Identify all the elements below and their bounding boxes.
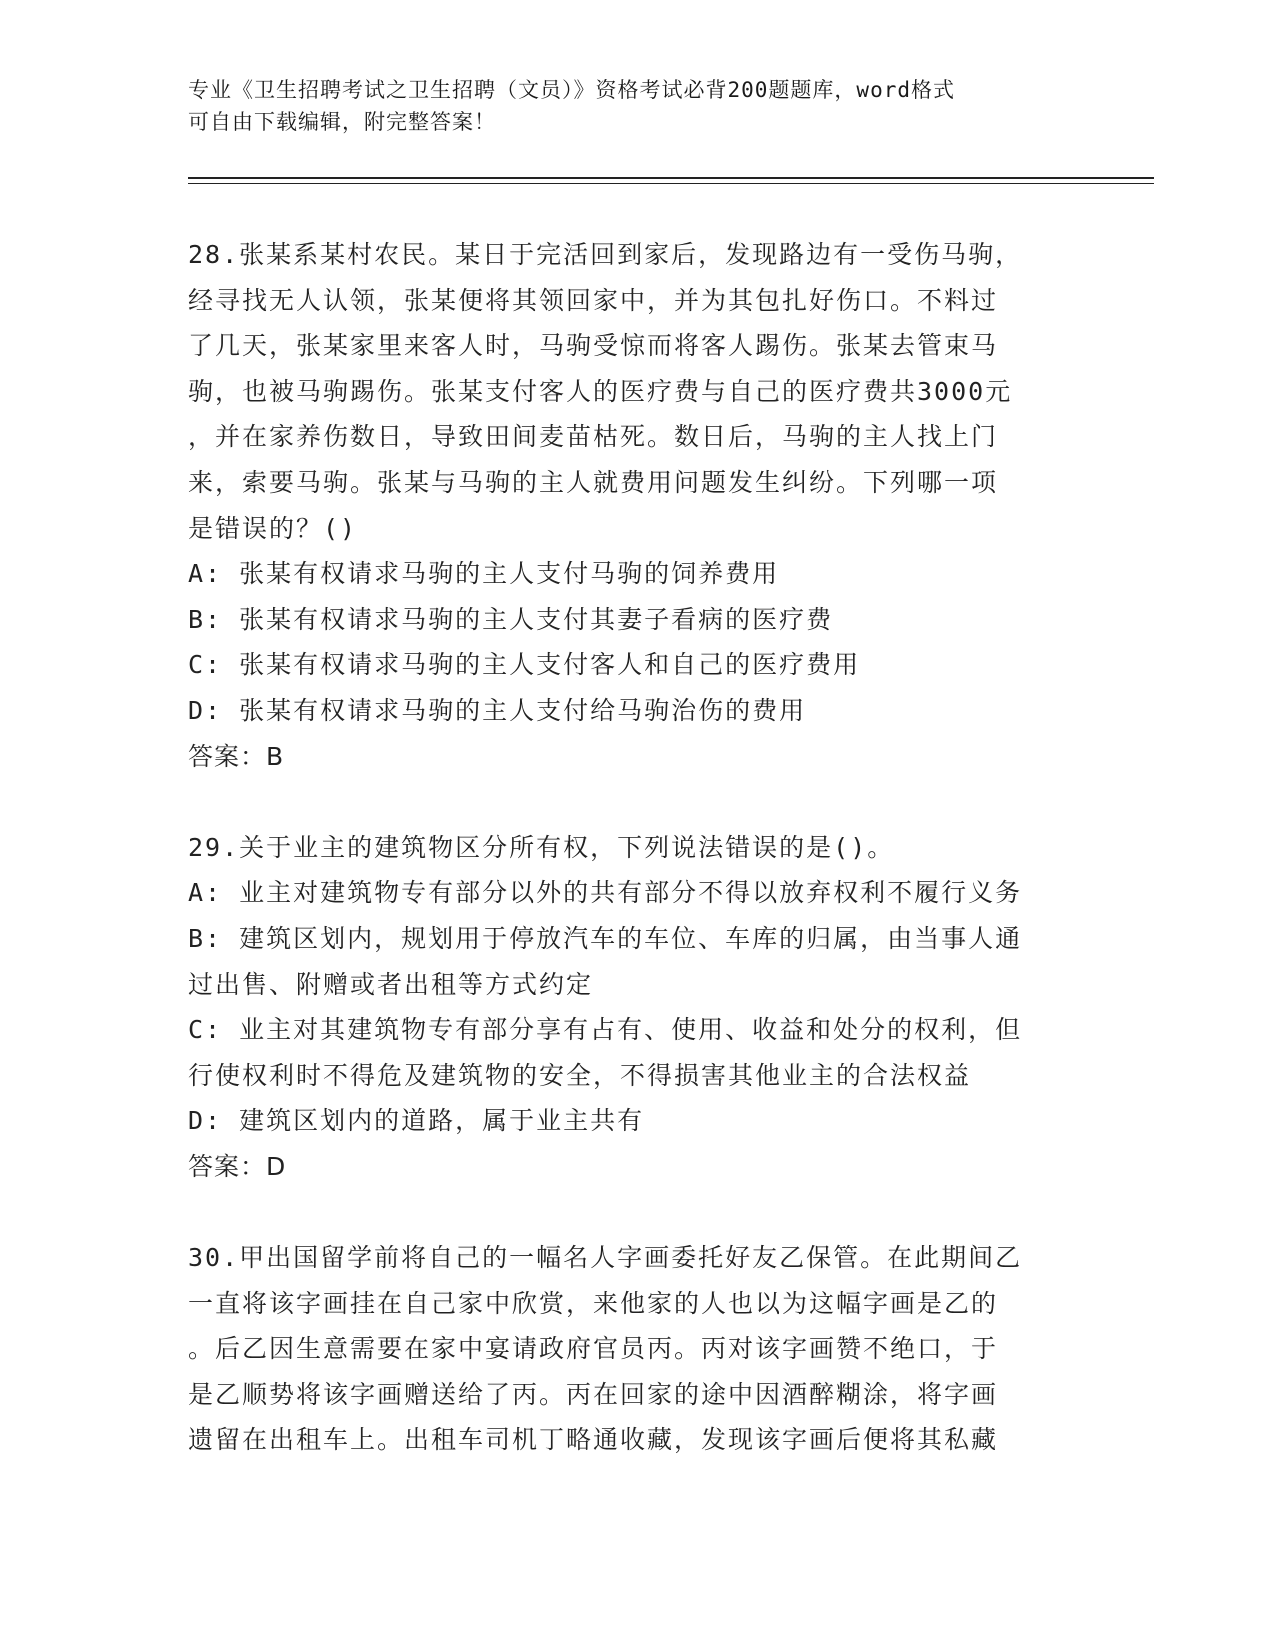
- question-line: ，并在家养伤数日，导致田间麦苗枯死。数日后，马驹的主人找上门: [188, 422, 999, 452]
- document-header: [188, 74, 1068, 138]
- option-a: A: 张某有权请求马驹的主人支付马驹的饲养费用: [188, 559, 780, 589]
- option-b: B: 张某有权请求马驹的主人支付其妻子看病的医疗费: [188, 604, 834, 634]
- question-line: 了几天，张某家里来客人时，马驹受惊而将客人踢伤。张某去管束马: [188, 331, 999, 361]
- option-c-continued: 行使权利时不得危及建筑物的安全，不得损害其他业主的合法权益: [188, 1060, 972, 1090]
- question-line: 经寻找无人认领，张某便将其领回家中，并为其包扎好伤口。不料过: [188, 285, 999, 315]
- question-line: 是乙顺势将该字画赠送给了丙。丙在回家的途中因酒醉糊涂，将字画: [188, 1379, 999, 1409]
- option-a: A: 业主对建筑物专有部分以外的共有部分不得以放弃权利不履行义务: [188, 878, 1023, 908]
- question-line: 30.甲出国留学前将自己的一幅名人字画委托好友乙保管。在此期间乙: [188, 1243, 1023, 1273]
- question-30: [188, 1235, 1078, 1463]
- option-c: C: 张某有权请求马驹的主人支付客人和自己的医疗费用: [188, 650, 861, 680]
- answer: 答案：B: [188, 741, 285, 771]
- question-28: [188, 232, 1078, 779]
- question-line: 29.关于业主的建筑物区分所有权，下列说法错误的是()。: [188, 832, 895, 862]
- question-line: 。后乙因生意需要在家中宴请政府官员丙。丙对该字画赞不绝口，于: [188, 1334, 999, 1364]
- question-line: 驹，也被马驹踢伤。张某支付客人的医疗费与自己的医疗费共3000元: [188, 376, 1013, 406]
- header-line-2: 可自由下载编辑，附完整答案！: [188, 110, 496, 134]
- option-b: B: 建筑区划内，规划用于停放汽车的车位、车库的归属，由当事人通: [188, 923, 1023, 953]
- question-line: 28.张某系某村农民。某日于完活回到家后，发现路边有一受伤马驹，: [188, 240, 1023, 269]
- question-line: 来，索要马驹。张某与马驹的主人就费用问题发生纠纷。下列哪一项: [188, 467, 999, 497]
- question-line: 是错误的？(): [188, 513, 358, 543]
- question-line: 一直将该字画挂在自己家中欣赏，来他家的人也以为这幅字画是乙的: [188, 1288, 999, 1318]
- option-c: C: 业主对其建筑物专有部分享有占有、使用、收益和处分的权利，但: [188, 1015, 1023, 1045]
- question-spacer: [188, 1189, 1078, 1235]
- questions-content: [188, 232, 1078, 1463]
- question-line: 遗留在出租车上。出租车司机丁略通收藏，发现该字画后便将其私藏: [188, 1425, 999, 1455]
- option-b-continued: 过出售、附赠或者出租等方式约定: [188, 969, 594, 999]
- header-divider-thin: [188, 183, 1154, 184]
- answer: 答案：D: [188, 1151, 287, 1181]
- option-d: D: 建筑区划内的道路，属于业主共有: [188, 1106, 645, 1136]
- option-d: D: 张某有权请求马驹的主人支付给马驹治伤的费用: [188, 695, 807, 725]
- header-line-1: 专业《卫生招聘考试之卫生招聘（文员）》资格考试必背200题题库，word格式: [188, 78, 955, 102]
- question-spacer: [188, 779, 1078, 825]
- question-29: [188, 825, 1078, 1190]
- header-divider-thick: [188, 177, 1154, 179]
